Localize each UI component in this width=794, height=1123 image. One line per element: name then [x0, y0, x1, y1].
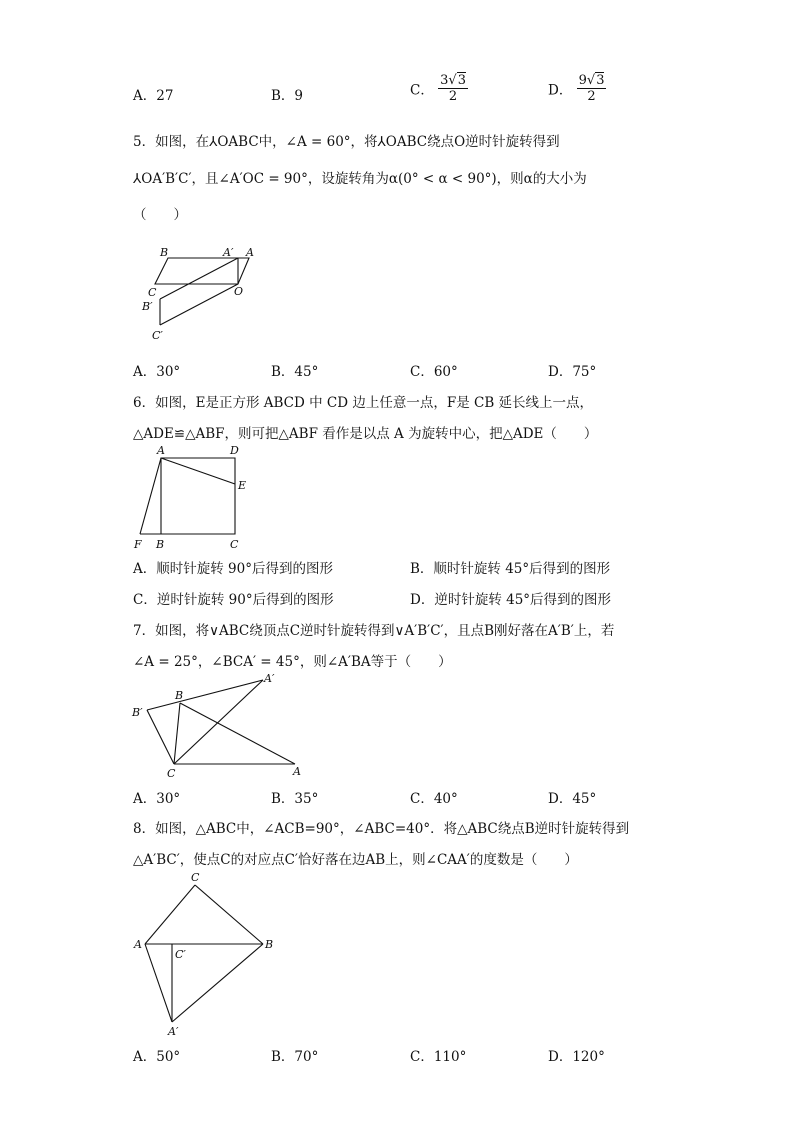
- q7-segment-b1c: [147, 710, 174, 764]
- q7-label-b: B: [175, 689, 184, 702]
- q4-option-d: D． $\frac{9√3}{2}$: [548, 73, 605, 104]
- q6-label-b: B: [156, 538, 165, 551]
- q4-option-d-fraction: $\frac{9√3}{2}$: [578, 73, 605, 104]
- q6-square-abcd: [161, 458, 235, 534]
- q8-stem-line1: 8．如图，△ABC中，∠ACB=90°，∠ABC=40°．将△ABC绕点B逆时针旋转得到: [133, 821, 630, 837]
- q8-option-d: D．120°: [548, 1049, 605, 1065]
- q5-label-b: B: [160, 246, 169, 259]
- q7-stem-line1: 7．如图，将∨ABC绕顶点C逆时针旋转得到∨A′B′C′，且点B刚好落在A′B′上，若: [133, 623, 615, 639]
- q7-option-b: B．35°: [271, 791, 319, 807]
- q5-stem-line1: 5．如图，在⅄OABC中，∠A = 60°，将⅄OABC绕点O逆时针旋转得到: [133, 134, 560, 150]
- q6-label-d: D: [230, 444, 239, 457]
- q6-option-c: C．逆时针旋转 90°后得到的图形: [133, 592, 334, 608]
- q5-label-a: A: [246, 246, 254, 259]
- q7-segment-bc: [174, 703, 180, 764]
- q5-stem-line3: （ ）: [133, 207, 187, 223]
- q6-segment-af: [140, 458, 161, 534]
- q8-label-a1: A′: [168, 1025, 179, 1038]
- q7-option-c: C．40°: [410, 791, 458, 807]
- q8-label-a: A: [134, 938, 142, 951]
- q5-option-b: B．45°: [271, 364, 319, 380]
- q7-option-a: A．30°: [133, 791, 181, 807]
- q8-label-c: C: [191, 871, 200, 884]
- q7-stem-line2: ∠A = 25°，∠BCA′ = 45°，则∠A′BA等于（ ）: [133, 654, 452, 670]
- q5-label-b1: B′: [142, 300, 153, 313]
- q7-figure: [130, 670, 310, 785]
- q7-segment-b1a1: [147, 680, 263, 710]
- q7-option-d: D．45°: [548, 791, 597, 807]
- q5-option-d: D．75°: [548, 364, 597, 380]
- q4-option-a: A．27: [133, 88, 174, 104]
- q5-label-c1: C′: [152, 329, 163, 342]
- q5-label-a1: A′: [223, 246, 234, 259]
- q6-segment-ae: [161, 458, 235, 484]
- q7-label-b1: B′: [132, 706, 143, 719]
- q6-label-f: F: [134, 538, 142, 551]
- q8-segment-cb: [195, 885, 263, 944]
- q6-label-c: C: [230, 538, 239, 551]
- q5-option-a: A．30°: [133, 364, 181, 380]
- q7-label-a1: A′: [264, 672, 275, 685]
- q6-option-d: D．逆时针旋转 45°后得到的图形: [410, 592, 612, 608]
- q6-label-e: E: [238, 479, 247, 492]
- q5-segment-c1o: [160, 284, 238, 325]
- q6-option-a: A．顺时针旋转 90°后得到的图形: [133, 561, 333, 577]
- q5-parallelogram-oabc: [155, 258, 249, 284]
- q5-label-o: O: [234, 285, 244, 298]
- q4-option-c-fraction: $\frac{3√3}{2}$: [440, 73, 466, 104]
- q5-option-c: C．60°: [410, 364, 458, 380]
- q6-stem-line2: △ADE≌△ABF，则可把△ABF 看作是以点 A 为旋转中心，把△ADE（ ）: [133, 426, 598, 442]
- q5-segment-a1b1: [160, 258, 238, 299]
- q8-segment-aa1: [145, 944, 172, 1022]
- q4-option-c: C． $\frac{3√3}{2}$: [410, 73, 466, 104]
- q8-label-c1: C′: [175, 948, 186, 961]
- q5-figure: [130, 240, 270, 345]
- q6-stem-line1: 6．如图，E是正方形 ABCD 中 CD 边上任意一点，F是 CB 延长线上一点，: [133, 395, 594, 411]
- q7-label-c: C: [167, 767, 176, 780]
- q8-option-a: A．50°: [133, 1049, 181, 1065]
- q8-figure: [130, 870, 280, 1040]
- q8-stem-line2: △A′BC′，使点C的对应点C′恰好落在边AB上，则∠CAA′的度数是（ ）: [133, 852, 578, 868]
- q4-option-b: B．9: [271, 88, 304, 104]
- q5-label-c: C: [148, 286, 157, 299]
- q8-label-b: B: [265, 938, 274, 951]
- q7-segment-ca1: [174, 680, 263, 764]
- q8-option-b: B．70°: [271, 1049, 319, 1065]
- q7-label-a: A: [293, 765, 301, 778]
- q8-option-c: C．110°: [410, 1049, 467, 1065]
- q6-figure: [130, 442, 260, 552]
- q7-segment-ba: [180, 703, 295, 764]
- q6-label-a: A: [157, 444, 165, 457]
- q5-stem-line2: ⅄OA′B′C′，且∠A′OC = 90°，设旋转角为α(0° < α < 90°)，则α的大小为: [133, 171, 587, 187]
- q8-segment-ca: [145, 885, 195, 944]
- q6-option-b: B．顺时针旋转 45°后得到的图形: [410, 561, 611, 577]
